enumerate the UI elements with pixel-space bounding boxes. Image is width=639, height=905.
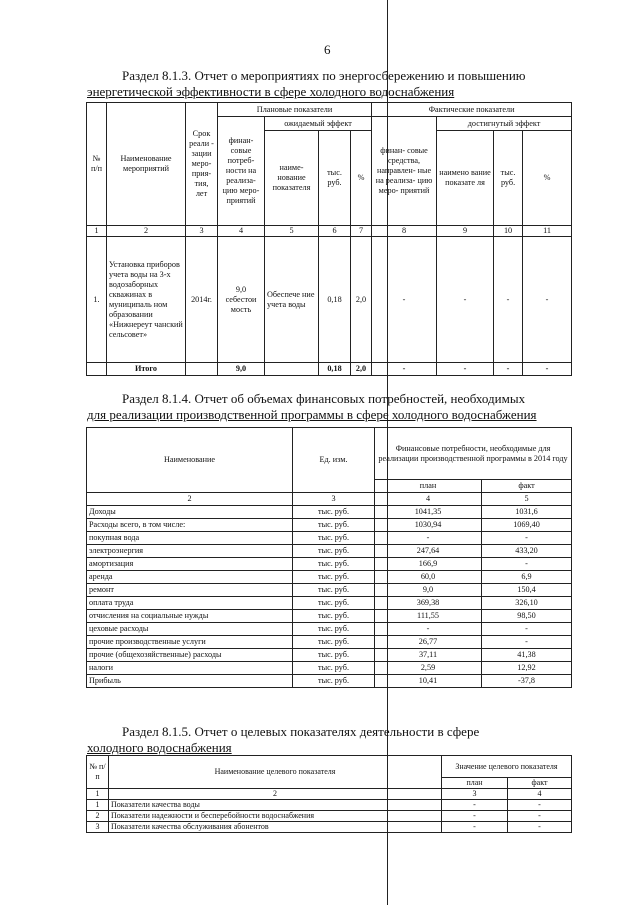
row-fact: 98,50 xyxy=(482,610,572,623)
header-exp-rub: тыс. руб. xyxy=(319,131,351,226)
row-plan: 1030,94 xyxy=(375,519,482,532)
row-name: ремонт xyxy=(87,584,293,597)
row-plan: 26,77 xyxy=(375,636,482,649)
row-plan: 37,11 xyxy=(375,649,482,662)
header-ach-name: наимено вание показате ля xyxy=(437,131,494,226)
row-plan: - xyxy=(375,623,482,636)
total-ach-name: - xyxy=(437,363,494,376)
header-name: Наименование xyxy=(87,428,293,493)
header-unit: Ед. изм. xyxy=(293,428,375,493)
row-fact: - xyxy=(508,800,572,811)
row-name: Показатели надежности и бесперебойности водоснабжения xyxy=(109,811,442,822)
total-ach-rub: - xyxy=(494,363,523,376)
row-exp-rub: 0,18 xyxy=(319,237,351,363)
row-fact: - xyxy=(508,822,572,833)
row-plan: 111,55 xyxy=(375,610,482,623)
section-title-8-1-4-line1: Раздел 8.1.4. Отчет об объемах финансовых потребностей, необходимых xyxy=(122,391,526,406)
row-ach-pct: - xyxy=(523,237,572,363)
row-fact: - xyxy=(482,623,572,636)
table-row xyxy=(87,675,572,688)
row-plan: 60,0 xyxy=(375,571,482,584)
energy-saving-table xyxy=(86,102,572,376)
row-name: цеховые расходы xyxy=(87,623,293,636)
colnum: 4 xyxy=(508,789,572,800)
row-fact-fin: - xyxy=(372,237,437,363)
header-value: Значение целевого показателя xyxy=(442,756,572,778)
header-num: № п/п xyxy=(87,103,107,226)
row-plan: - xyxy=(442,822,508,833)
row-fact: 326,10 xyxy=(482,597,572,610)
row-unit: тыс. руб. xyxy=(293,584,375,597)
page-number: 6 xyxy=(324,42,331,57)
table-row xyxy=(87,822,572,833)
row-fact: -37,8 xyxy=(482,675,572,688)
table-row xyxy=(87,237,572,363)
row-fact: 6,9 xyxy=(482,571,572,584)
row-num: 3 xyxy=(87,822,109,833)
row-name: Показатели качества воды xyxy=(109,800,442,811)
row-unit: тыс. руб. xyxy=(293,519,375,532)
colnum: 10 xyxy=(494,226,523,237)
colnum: 7 xyxy=(351,226,372,237)
row-plan: - xyxy=(375,532,482,545)
row-num: 1. xyxy=(87,237,107,363)
header-num: № п/п xyxy=(87,756,109,789)
header-plan: план xyxy=(442,778,508,789)
header-ach-pct: % xyxy=(523,131,572,226)
row-unit: тыс. руб. xyxy=(293,571,375,584)
total-fact-fin: - xyxy=(372,363,437,376)
header-name: Наименование целевого показателя xyxy=(109,756,442,789)
table-row xyxy=(87,623,572,636)
colnum: 8 xyxy=(372,226,437,237)
financial-needs-table xyxy=(86,427,572,688)
total-ach-pct: - xyxy=(523,363,572,376)
colnum: 4 xyxy=(375,493,482,506)
row-plan: 166,9 xyxy=(375,558,482,571)
row-exp-pct: 2,0 xyxy=(351,237,372,363)
row-name: налоги xyxy=(87,662,293,675)
row-plan: 2,59 xyxy=(375,662,482,675)
row-name: отчисления на социальные нужды xyxy=(87,610,293,623)
row-unit: тыс. руб. xyxy=(293,545,375,558)
section-title-8-1-5-line1: Раздел 8.1.5. Отчет о целевых показателях деятельности в сфере xyxy=(122,724,480,739)
row-plan: 369,38 xyxy=(375,597,482,610)
section-title-8-1-3-line2: энергетической эффективности в сфере холодного водоснабжения xyxy=(87,84,455,99)
row-exp-name: Обеспече ние учета воды xyxy=(265,237,319,363)
header-term: Срок реали - зации меро- прия- тия, лет xyxy=(186,103,218,226)
table-row xyxy=(87,610,572,623)
row-name: Установка приборов учета воды на 3-х водозаборных скважинах в муниципаль ном образовании «Нижнереут чанский сельсовет» xyxy=(107,237,186,363)
section-title-8-1-3-line1: Раздел 8.1.3. Отчет о мероприятиях по энергосбережению и повышению xyxy=(122,68,526,83)
row-name: Расходы всего, в том числе: xyxy=(87,519,293,532)
row-plan: - xyxy=(442,811,508,822)
row-unit: тыс. руб. xyxy=(293,623,375,636)
colnum: 1 xyxy=(87,789,109,800)
row-plan: - xyxy=(442,800,508,811)
header-achieved-effect: достигнутый эффект xyxy=(437,117,572,131)
header-ach-rub: тыс. руб. xyxy=(494,131,523,226)
table-row xyxy=(87,800,572,811)
row-name: оплата труда xyxy=(87,597,293,610)
row-unit: тыс. руб. xyxy=(293,506,375,519)
header-fact-fin: финан- совые средства, направлен- ные на реализа- цию меро- приятий xyxy=(372,117,437,226)
colnum: 3 xyxy=(186,226,218,237)
row-fact: 1031,6 xyxy=(482,506,572,519)
row-unit: тыс. руб. xyxy=(293,558,375,571)
row-fact: - xyxy=(482,558,572,571)
row-name: электроэнергия xyxy=(87,545,293,558)
header-plan: Плановые показатели xyxy=(218,103,372,117)
table-row xyxy=(87,584,572,597)
row-name: покупная вода xyxy=(87,532,293,545)
colnum: 1 xyxy=(87,226,107,237)
row-ach-rub: - xyxy=(494,237,523,363)
table-row xyxy=(87,519,572,532)
colnum: 4 xyxy=(218,226,265,237)
colnum: 9 xyxy=(437,226,494,237)
section-title-8-1-5-line2: холодного водоснабжения xyxy=(87,740,232,755)
row-unit: тыс. руб. xyxy=(293,675,375,688)
row-fact: 150,4 xyxy=(482,584,572,597)
colnum: 5 xyxy=(265,226,319,237)
header-exp-pct: % xyxy=(351,131,372,226)
colnum: 2 xyxy=(87,493,293,506)
row-plan-fin: 9,0 себестои мость xyxy=(218,237,265,363)
colnum: 11 xyxy=(523,226,572,237)
row-num: 1 xyxy=(87,800,109,811)
table-row xyxy=(87,571,572,584)
row-fact: - xyxy=(508,811,572,822)
row-fact: 12,92 xyxy=(482,662,572,675)
row-fact: 1069,40 xyxy=(482,519,572,532)
row-unit: тыс. руб. xyxy=(293,610,375,623)
header-fin-needs: Финансовые потребности, необходимые для реализации производственной программы в 2014 году xyxy=(375,428,572,480)
row-plan: 9,0 xyxy=(375,584,482,597)
table-row xyxy=(87,545,572,558)
table-row xyxy=(87,636,572,649)
row-fact: - xyxy=(482,636,572,649)
colnum: 5 xyxy=(482,493,572,506)
colnum: 3 xyxy=(293,493,375,506)
row-name: прочие (общехозяйственные) расходы xyxy=(87,649,293,662)
section-title-8-1-4-line2: для реализации производственной программы в сфере холодного водоснабжения xyxy=(87,407,537,422)
header-fact: Фактические показатели xyxy=(372,103,572,117)
row-unit: тыс. руб. xyxy=(293,649,375,662)
colnum: 3 xyxy=(442,789,508,800)
colnum: 6 xyxy=(319,226,351,237)
row-name: амортизация xyxy=(87,558,293,571)
row-name: Показатели качества обслуживания абонентов xyxy=(109,822,442,833)
total-plan-fin: 9,0 xyxy=(218,363,265,376)
target-indicators-table xyxy=(86,755,572,833)
row-fact: - xyxy=(482,532,572,545)
row-plan: 1041,35 xyxy=(375,506,482,519)
row-unit: тыс. руб. xyxy=(293,532,375,545)
row-plan: 247,64 xyxy=(375,545,482,558)
table-row xyxy=(87,506,572,519)
row-fact: 41,38 xyxy=(482,649,572,662)
header-name: Наименование мероприятий xyxy=(107,103,186,226)
table-row xyxy=(87,662,572,675)
row-unit: тыс. руб. xyxy=(293,662,375,675)
row-plan: 10,41 xyxy=(375,675,482,688)
row-fact: 433,20 xyxy=(482,545,572,558)
header-fact: факт xyxy=(508,778,572,789)
header-plan: план xyxy=(375,480,482,493)
row-name: аренда xyxy=(87,571,293,584)
row-unit: тыс. руб. xyxy=(293,636,375,649)
row-name: Доходы xyxy=(87,506,293,519)
total-exp-rub: 0,18 xyxy=(319,363,351,376)
header-fact: факт xyxy=(482,480,572,493)
header-expected-effect: ожидаемый эффект xyxy=(265,117,372,131)
table-row xyxy=(87,597,572,610)
row-unit: тыс. руб. xyxy=(293,597,375,610)
colnum: 2 xyxy=(109,789,442,800)
row-name: прочие производственные услуги xyxy=(87,636,293,649)
header-plan-fin: финан- совые потреб- ности на реализа- цию меро- приятий xyxy=(218,117,265,226)
total-label: Итого xyxy=(107,363,186,376)
table-row xyxy=(87,811,572,822)
total-row xyxy=(87,363,572,376)
table-row xyxy=(87,532,572,545)
row-term: 2014г. xyxy=(186,237,218,363)
row-num: 2 xyxy=(87,811,109,822)
row-name: Прибыль xyxy=(87,675,293,688)
row-ach-name: - xyxy=(437,237,494,363)
table-row xyxy=(87,558,572,571)
table-row xyxy=(87,649,572,662)
header-exp-name: наиме- нование показателя xyxy=(265,131,319,226)
colnum: 2 xyxy=(107,226,186,237)
total-exp-pct: 2,0 xyxy=(351,363,372,376)
